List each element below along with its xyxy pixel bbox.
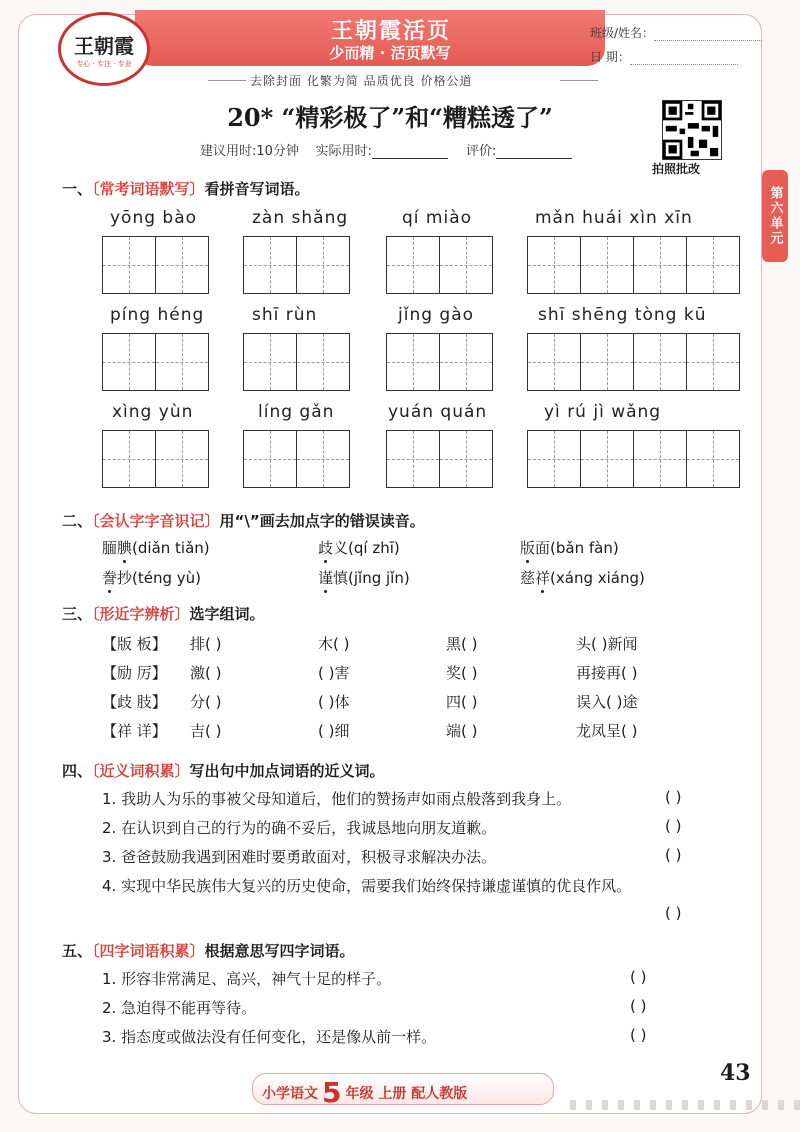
pinyin-label: píng héng (110, 305, 205, 325)
section-tag: 〔近义词积累〕 (92, 762, 190, 780)
decorative-stripes (570, 1100, 800, 1110)
actual-time-blank[interactable] (372, 158, 448, 159)
answer-grid[interactable] (527, 430, 740, 488)
sentence-item: 2. 在认识到自己的行为的确不妥后，我诚恳地向朋友道歉。 (102, 819, 497, 837)
section-instruction: 用“\”画去加点字的错误读音。 (219, 512, 425, 530)
section-number: 三、 (62, 605, 93, 623)
evaluation-blank[interactable] (496, 158, 572, 159)
fill-blank[interactable]: ( )体 (318, 693, 350, 711)
answer-grid[interactable] (243, 333, 350, 391)
char-pair: 【祥 详】 (102, 722, 167, 740)
pronunciation-item[interactable]: 腼腆(diǎn tiǎn) (102, 539, 210, 557)
pronunciation-item[interactable]: 慈祥(xáng xiáng) (520, 569, 645, 587)
pronunciation-item[interactable]: 谨慎(jǐng jǐn) (318, 569, 410, 587)
footer-grade-info (262, 1076, 467, 1109)
fill-blank[interactable]: ( )害 (318, 664, 350, 682)
answer-grid[interactable] (102, 236, 209, 294)
pinyin-label: qí miào (402, 208, 473, 228)
logo-subtext: 专心 · 专注 · 专业 (76, 59, 132, 68)
char-pair: 【励 厉】 (102, 664, 167, 682)
logo-text: 王朝霞 (74, 33, 134, 58)
char-pair: 【歧 肢】 (102, 693, 167, 711)
qr-label: 拍照批改 (652, 162, 701, 176)
section-4-heading (62, 760, 385, 781)
pronunciation-item[interactable]: 誊抄(téng yù) (102, 569, 202, 587)
fill-blank[interactable]: 头( )新闻 (576, 635, 638, 653)
evaluation-label: 评价: (466, 144, 497, 159)
pinyin-label: shī shēng tòng kū (538, 305, 707, 325)
answer-paren[interactable]: ( ) (665, 846, 682, 864)
pinyin-label: xìng yùn (112, 402, 194, 422)
section-5-heading (62, 940, 355, 961)
page-title: 20* “精彩极了”和“糟糕透了” (227, 103, 553, 132)
fill-blank[interactable]: ( )细 (318, 722, 350, 740)
section-tag: 〔常考词语默写〕 (92, 180, 205, 198)
sentence-item: 3. 爸爸鼓励我遇到困难时要勇敢面对，积极寻求解决办法。 (102, 848, 497, 866)
fill-blank[interactable]: 激( ) (190, 664, 222, 682)
answer-grid[interactable] (102, 430, 209, 488)
date-label: 日 期： (590, 50, 630, 64)
answer-grid[interactable] (102, 333, 209, 391)
pinyin-label: zàn shǎng (252, 208, 349, 228)
pinyin-label: jǐng gào (398, 305, 475, 325)
section-number: 五、 (62, 942, 93, 960)
fill-blank[interactable]: 误入( )途 (576, 693, 638, 711)
answer-paren[interactable]: ( ) (630, 968, 647, 986)
pinyin-label: yì rú jì wǎng (544, 402, 662, 422)
brand-slogan: 去除封面 化繁为简 品质优良 价格公道 (250, 74, 473, 88)
brand-logo (58, 12, 150, 86)
page-number: 43 (720, 1060, 751, 1086)
section-tag: 〔会认字字音识记〕 (92, 512, 220, 530)
actual-time-label: 实际用时: (315, 144, 372, 159)
section-number: 一、 (62, 180, 93, 198)
brand-name: 王朝霞活页 (330, 18, 451, 44)
sentence-item: 1. 我助人为乐的事被父母知道后，他们的赞扬声如雨点般落到我身上。 (102, 790, 572, 808)
footer-grade-text: 年级 上册 配人教版 (345, 1086, 468, 1102)
pinyin-label: shī rùn (252, 305, 318, 325)
suggested-time: 建议用时:10分钟 (200, 144, 299, 159)
answer-paren[interactable]: ( ) (630, 1026, 647, 1044)
section-3-heading (62, 603, 265, 624)
fill-blank[interactable]: 龙凤呈( ) (576, 722, 638, 740)
answer-grid[interactable] (386, 333, 493, 391)
section-number: 二、 (62, 512, 93, 530)
char-pair: 【版 板】 (102, 635, 167, 653)
time-info (200, 140, 586, 159)
answer-paren[interactable]: ( ) (665, 904, 682, 922)
section-instruction: 写出句中加点词语的近义词。 (189, 762, 385, 780)
pronunciation-item[interactable]: 歧义(qí zhī) (318, 539, 400, 557)
fill-blank[interactable]: 黑( ) (446, 635, 478, 653)
divider (560, 80, 598, 81)
section-1-heading (62, 178, 310, 199)
section-instruction: 看拼音写词语。 (204, 180, 310, 198)
pinyin-label: yōng bào (110, 208, 198, 228)
fill-blank[interactable]: 排( ) (190, 635, 222, 653)
pronunciation-item[interactable]: 版面(bǎn fàn) (520, 539, 619, 557)
answer-grid[interactable] (527, 333, 740, 391)
answer-grid[interactable] (527, 236, 740, 294)
fill-blank[interactable]: 端( ) (446, 722, 478, 740)
qr-code[interactable] (662, 100, 722, 160)
pinyin-label: yuán quán (388, 402, 488, 422)
footer-grade-number: 5 (322, 1076, 342, 1109)
section-tag: 〔形近字辨析〕 (92, 605, 190, 623)
qr-code-icon (663, 101, 721, 159)
section-2-heading (62, 510, 425, 531)
definition-item: 2. 急迫得不能再等待。 (102, 999, 257, 1017)
fill-blank[interactable]: 吉( ) (190, 722, 222, 740)
answer-paren[interactable]: ( ) (630, 997, 647, 1015)
answer-grid[interactable] (386, 430, 493, 488)
fill-blank[interactable]: 奖( ) (446, 664, 478, 682)
fill-blank[interactable]: 木( ) (318, 635, 350, 653)
answer-paren[interactable]: ( ) (665, 788, 682, 806)
class-name-field[interactable] (590, 24, 762, 41)
definition-item: 1. 形容非常满足、高兴，神气十足的样子。 (102, 970, 392, 988)
fill-blank[interactable]: 再接再( ) (576, 664, 638, 682)
sentence-item: 4. 实现中华民族伟大复兴的历史使命，需要我们始终保持谦虚谨慎的优良作风。 (102, 877, 632, 895)
divider (208, 80, 246, 81)
answer-grid[interactable] (243, 430, 350, 488)
section-tag: 〔四字词语积累〕 (92, 942, 205, 960)
answer-paren[interactable]: ( ) (665, 817, 682, 835)
unit-tab: 第六单元 (762, 170, 788, 262)
section-number: 四、 (62, 762, 93, 780)
brand-subtitle: 少而精 · 活页默写 (329, 44, 451, 62)
answer-grid[interactable] (386, 236, 493, 294)
definition-item: 3. 指态度或做法没有任何变化，还是像从前一样。 (102, 1028, 437, 1046)
footer-subject: 小学语文 (262, 1086, 318, 1102)
answer-grid[interactable] (243, 236, 350, 294)
pinyin-label: líng gǎn (258, 402, 335, 422)
fill-blank[interactable]: 四( ) (446, 693, 478, 711)
section-instruction: 选字组词。 (189, 605, 265, 623)
class-name-label: 班级/姓名： (590, 26, 655, 40)
fill-blank[interactable]: 分( ) (190, 693, 222, 711)
pinyin-label: mǎn huái xìn xīn (535, 208, 693, 228)
date-field[interactable] (590, 48, 738, 65)
section-instruction: 根据意思写四字词语。 (204, 942, 355, 960)
